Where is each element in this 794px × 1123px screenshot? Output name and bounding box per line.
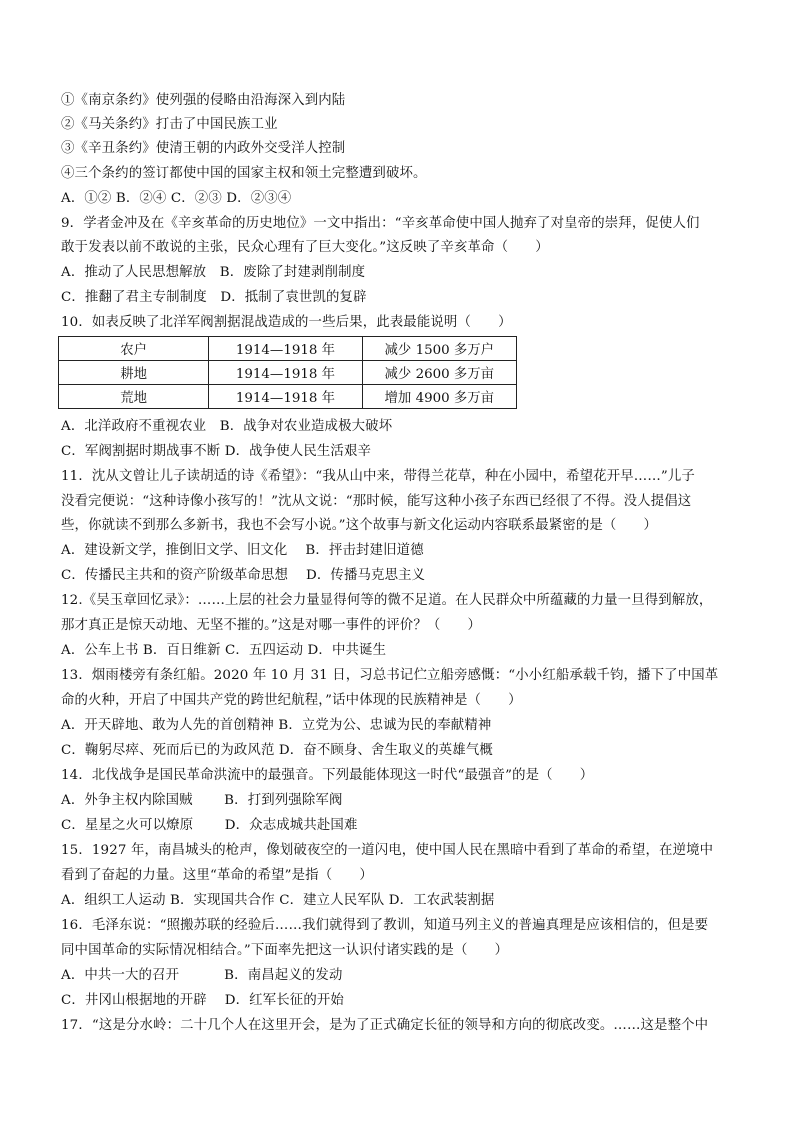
text-line: 那才真正是惊天动地、无坚不摧的。”这是对哪一事件的评价？（ ） <box>61 618 482 633</box>
text-line: ③《辛丑条约》使清王朝的内政外交受洋人控制 <box>61 141 346 156</box>
question-15: 15．1927 年，南昌城头的枪声，像划破夜空的一道闪电，使中国人民在黑暗中看到了革命的希望，在逆境中 <box>61 843 714 858</box>
question-12: 12.《吴玉章回忆录》：……上层的社会力量显得何等的微不足道。在人民群众中所蕴藏的力量一旦得到解放， <box>61 593 713 608</box>
answer-options: C．鞠躬尽瘁、死而后已的为政风范 D．奋不顾身、舍生取义的英雄气概 <box>61 743 493 758</box>
table-row <box>59 337 517 361</box>
text-line: 同中国革命的实际情况相结合。”下面率先把这一认识付诸实践的是（ ） <box>61 943 509 958</box>
question-17: 17．“这是分水岭：二十几个人在这里开会，是为了正式确定长征的领导和方向的彻底改变。……这是整个中 <box>61 1018 709 1033</box>
table-cell: 减少 1500 多万户 <box>362 337 516 361</box>
answer-options: A．外争主权内除国贼 B．打到列强除军阀 <box>61 793 343 808</box>
question-14: 14．北伐战争是国民革命洪流中的最强音。下列最能体现这一时代“最强音”的是（ ） <box>61 768 594 783</box>
answer-options: A．①② B．②④ C．②③ D．②③④ <box>61 191 292 206</box>
answer-options: A．中共一大的召开 B．南昌起义的发动 <box>61 968 343 983</box>
table-row <box>59 361 517 385</box>
answer-options: C．军阀割据时期战事不断 D．战争使人民生活艰辛 <box>61 444 372 459</box>
table-cell: 增加 4900 多万亩 <box>362 385 516 409</box>
table-cell: 1914—1918 年 <box>209 385 362 409</box>
question-16: 16．毛泽东说：“照搬苏联的经验后……我们就得到了教训，知道马列主义的普遍真理是应该相信的，但是要 <box>61 918 709 933</box>
question-11: 11．沈从文曾让儿子读胡适的诗《希望》：“我从山中来，带得兰花草，种在小园中，希望花开早……”儿子 <box>61 469 695 484</box>
table-cell: 农户 <box>59 337 209 361</box>
text-line: 敢于发表以前不敢说的主张，民众心理有了巨大变化。”这反映了辛亥革命（ ） <box>61 240 549 255</box>
text-line: ②《马关条约》打击了中国民族工业 <box>61 117 278 132</box>
answer-options: A．推动了人民思想解放 B．废除了封建剥削制度 <box>61 265 366 280</box>
table-cell: 耕地 <box>59 361 209 385</box>
text-line: 看到了奋起的力量。这里“革命的希望”是指（ ） <box>61 868 373 883</box>
answer-options: C．星星之火可以燎原 D．众志成城共赴国难 <box>61 818 358 833</box>
text-line: 命的火种，开启了中国共产党的跨世纪航程，”话中体现的民族精神是（ ） <box>61 693 522 708</box>
answer-options: C．推翻了君主专制制度 D．抵制了袁世凯的复辟 <box>61 290 367 305</box>
answer-options: A．建设新文学，推倒旧文学、旧文化 B．抨击封建旧道德 <box>61 543 424 558</box>
question-10: 10．如表反映了北洋军阀割据混战造成的一些后果，此表最能说明（ ） <box>61 315 512 330</box>
table-cell: 1914—1918 年 <box>209 361 362 385</box>
answer-options: C．传播民主共和的资产阶级革命思想 D．传播马克思主义 <box>61 568 426 583</box>
table-cell: 1914—1918 年 <box>209 337 362 361</box>
table-cell: 荒地 <box>59 385 209 409</box>
data-table <box>58 336 517 409</box>
text-line: ①《南京条约》使列强的侵略由沿海深入到内陆 <box>61 93 346 108</box>
answer-options: C．井冈山根据地的开辟 D．红军长征的开始 <box>61 993 344 1008</box>
text-line: 没看完便说：“这种诗像小孩写的！”沈从文说：“那时候，能写这种小孩子东西已经很了不得。没人提倡这 <box>61 494 692 509</box>
text-line: 些，你就读不到那么多新书，我也不会写小说。”这个故事与新文化运动内容联系最紧密的是（ ） <box>61 518 658 533</box>
answer-options: A．开天辟地、敢为人先的首创精神 B．立党为公、忠诚为民的奉献精神 <box>61 718 492 733</box>
table-cell: 减少 2600 多万亩 <box>362 361 516 385</box>
question-13: 13．烟雨楼旁有条红船。2020 年 10 月 31 日，习总书记伫立船旁感慨：“小小红船承载千钧，播下了中国革 <box>61 668 719 683</box>
answer-options: A．组织工人运动 B．实现国共合作 C．建立人民军队 D．工农武装割据 <box>61 893 495 908</box>
text-line: ④三个条约的签订都使中国的国家主权和领土完整遭到破坏。 <box>61 166 427 181</box>
answer-options: A．北洋政府不重视农业 B．战争对农业造成极大破坏 <box>61 419 393 434</box>
answer-options: A．公车上书 B．百日维新 C．五四运动 D．中共诞生 <box>61 643 387 658</box>
question-9: 9．学者金冲及在《辛亥革命的历史地位》一文中指出：“辛亥革命使中国人抛弃了对皇帝的崇拜，促使人们 <box>61 216 700 231</box>
table-row <box>59 385 517 409</box>
